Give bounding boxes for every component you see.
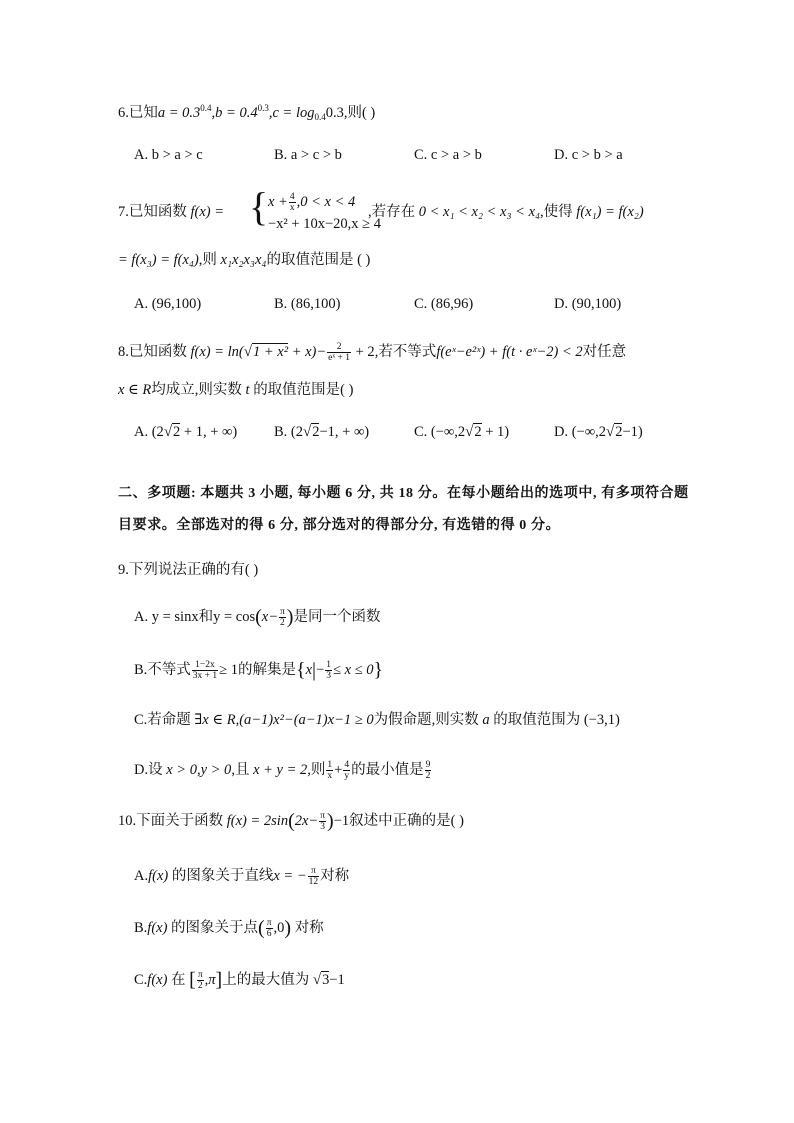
question-9-option-d: D.设 x > 0,y > 0,且 x + y = 2,则 $\frac{1}{x}$ + $\frac{4}{y}$ 的最小值是 $\frac{9}{2}$	[134, 760, 431, 782]
question-8-stem: 8.已知函数 f(x) = ln(√1 + x² + x)− $\frac{2}{\text{eˣ + 1}}$ + 2,若不等式f(eˣ−e²ˣ) + f(t · eˣ−2) < 2对任意	[118, 342, 627, 364]
question-8-option-a: A. (2√2 + 1, + ∞)	[134, 424, 238, 440]
question-6-stem: 6.已知$a = 0.3^{0.4},b = 0.4^{0.3},c = \log_{0.4}0.3$,则( )	[118, 103, 376, 122]
question-9-option-c: C.若命题 ∃x ∈ R,(a−1)x²−(a−1)x−1 ≥ 0为假命题,则实数 a 的取值范围为 (−3,1)	[134, 712, 620, 728]
fraction: $\frac{2}{\text{eˣ + 1}}$	[328, 342, 350, 364]
question-7-option-b: B. (86,100)	[274, 296, 341, 312]
sqrt-symbol: √	[605, 424, 615, 440]
sqrt-symbol: √	[163, 424, 173, 440]
question-8-option-d: D. (−∞,2√2−1)	[554, 424, 643, 440]
question-7-condition: ,若存在 0 < x₁ < x₂ < x₃ < x₄,使得 f(x₁) = f(x₂)	[368, 204, 644, 220]
fraction: $\frac{\pi}{6}$	[266, 918, 272, 940]
question-8-option-c: C. (−∞,2√2 + 1)	[414, 424, 510, 440]
fraction: $\frac{4}{x}$	[289, 192, 295, 214]
question-10-option-c: C.f(x) 在 [ $\frac{\pi}{2}$ ,π]上的最大值为 √3−1	[134, 969, 345, 992]
fraction: $\frac{9}{2}$	[425, 760, 431, 782]
sqrt-symbol: √	[465, 424, 474, 440]
fraction: $\frac{\pi}{3}$	[320, 811, 326, 833]
piecewise-row-1: x + $\frac{4}{x}$ ,0 < x < 4	[268, 192, 356, 214]
question-6-option-b: B. a > c > b	[274, 147, 342, 163]
fraction: $\frac{\pi}{2}$	[280, 607, 285, 629]
question-9-option-a: A. y = sinx和y = cos(x− $\frac{\pi}{2}$ )是同一个函数	[134, 606, 381, 629]
fraction: $\frac{1}{x}$	[327, 760, 333, 782]
question-7-label: 7.已知函数 f(x) =	[118, 204, 225, 220]
fraction: $\frac{1}{3}$	[326, 660, 331, 682]
question-6-option-a: A. b > a > c	[134, 147, 203, 163]
question-7-option-c: C. (86,96)	[414, 296, 474, 312]
question-9-stem: 9.下列说法正确的有( )	[118, 562, 259, 578]
fraction: $\frac{1-2x}{3x + 1}$	[192, 660, 218, 682]
question-9-option-b: B.不等式 $\frac{1-2x}{3x + 1}$ ≥ 1的解集是{x|− $\frac{1}{3}$ ≤ x ≤ 0}	[134, 659, 384, 682]
sqrt-symbol: √	[303, 424, 312, 440]
fraction: $\frac{4}{y}$	[344, 760, 350, 782]
question-10-option-a: A.f(x) 的图象关于直线x = − $\frac{\pi}{12}$ 对称	[134, 866, 350, 888]
question-7-option-d: D. (90,100)	[554, 296, 622, 312]
question-8-option-b: B. (2√2−1, + ∞)	[274, 424, 370, 440]
piecewise-row-2: −x² + 10x−20,x ≥ 4	[268, 216, 381, 232]
question-6-option-c: C. c > a > b	[414, 147, 482, 163]
question-7-option-a: A. (96,100)	[134, 296, 202, 312]
question-6-option-d: D. c > b > a	[554, 147, 623, 163]
question-10-stem: 10.下面关于函数 f(x) = 2sin(2x− $\frac{\pi}{3}$ )−1叙述中正确的是( )	[118, 810, 464, 833]
fraction: $\frac{\pi}{12}$	[308, 866, 319, 888]
sqrt-symbol: √	[243, 344, 252, 360]
fraction: $\frac{\pi}{2}$	[197, 970, 203, 992]
question-10-option-b: B.f(x) 的图象关于点( $\frac{\pi}{6}$ ,0) 对称	[134, 917, 324, 940]
sqrt-symbol: √	[312, 972, 322, 988]
question-8-line-2: x ∈ R均成立,则实数 t 的取值范围是( )	[118, 382, 354, 398]
question-7-line-2: = f(x₃) = f(x₄),则 x₁x₂x₃x₄的取值范围是 ( )	[118, 252, 371, 268]
section-2-heading-line-2: 目要求。全部选对的得 6 分, 部分选对的得部分分, 有选错的得 0 分。	[118, 518, 561, 533]
piecewise-brace: {	[249, 184, 269, 229]
section-2-heading-line-1: 二、多项题: 本题共 3 小题, 每小题 6 分, 共 18 分。在每小题给出的选项中, 有多项符合题	[118, 486, 689, 501]
